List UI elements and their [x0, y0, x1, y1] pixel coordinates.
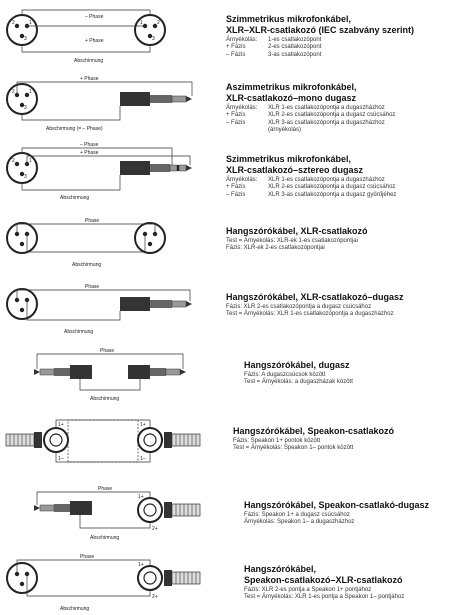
shield-label: Abschirmung — [72, 262, 102, 268]
entry-title: Hangszórókábel, dugasz — [244, 360, 350, 370]
svg-text:2: 2 — [12, 89, 15, 95]
pin-row: Árnyékolás: XLR 1-es csatlakozópontja a dugaszházhoz — [226, 177, 385, 183]
phase-label: Phase — [100, 348, 115, 354]
entry-title: Hangszórókábel, XLR-csatlakozó — [226, 226, 368, 236]
pin-row: – Fázis XLR 3-as csatlakozópontja a dugaszházhoz — [226, 119, 385, 126]
xlr-connector — [7, 153, 37, 183]
pin-label-plus: 1+ — [58, 422, 64, 428]
diagram-xlr-xlr — [0, 4, 220, 66]
entry-title: Hangszórókábel, — [244, 564, 317, 574]
diagram-speakon-plug — [0, 484, 220, 544]
entry-text-xlr-xlr — [226, 14, 474, 59]
phase-label-plus: + Phase — [80, 150, 99, 156]
xlr-connector-right — [135, 223, 165, 253]
shield-label: Abschirmung — [90, 535, 120, 541]
wiring-line: Fázis: XLR 2-es csatlakozópontja a dugasz csúcsához — [226, 304, 372, 310]
entry-text-xlr-stereo — [226, 154, 474, 199]
phase-label: Phase — [98, 486, 113, 492]
wiring-line: Test = Árnyékolás: XLR-ek 1-es csatlakozópontjai — [226, 238, 358, 244]
wiring-line: Fázis: A dugaszcsúcsok között — [244, 372, 326, 378]
xlr-connector-left — [7, 15, 37, 45]
entry-text-xlr-mono — [226, 82, 474, 135]
pin-row: + Fázis 2-es csatlakozópont — [226, 44, 322, 51]
pin-label-plus: 1+ — [138, 494, 144, 500]
mono-plug-icon — [120, 92, 192, 106]
mono-plug-icon-left — [34, 365, 92, 379]
pin-row: – Fázis XLR 3-as csatlakozópontja a dugasz gyűrűjéhez — [226, 191, 397, 198]
svg-text:3: 3 — [24, 174, 27, 180]
svg-text:3: 3 — [24, 105, 27, 111]
xlr-connector-left — [7, 223, 37, 253]
diagram-speakon-speakon — [0, 412, 220, 476]
diagram-speaker-xlr-xlr — [0, 212, 220, 272]
pin-label-plus: 2+ — [152, 526, 158, 532]
svg-text:1: 1 — [140, 20, 143, 26]
wiring-line: Árnyékolás: Speakon 1– a dugaszházhoz — [244, 519, 355, 526]
phase-label-plus: + Phase — [85, 38, 104, 44]
phase-label-minus: – Phase — [80, 142, 99, 148]
wiring-line: Fázis: Speakon 1+ pontok között — [233, 438, 321, 444]
wiring-line: Test = Árnyékolás: XLR 1-es csatlakozópontja a dugaszházhoz — [226, 311, 394, 318]
shield-label: Abschirmung (= – Phase) — [46, 126, 103, 132]
entry-title: Szimmetrikus mikrofonkábel, — [226, 154, 352, 164]
entry-title: Szimmetrikus mikrofonkábel, — [226, 14, 352, 24]
entry-title: Speakon-csatlakozó–XLR-csatlakozó — [244, 575, 403, 585]
entry-title: Hangszórókábel, Speakon-csatlakozó — [233, 426, 395, 436]
shield-label: Abschirmung — [64, 329, 94, 335]
xlr-connector — [7, 563, 37, 593]
phase-label: Phase — [85, 218, 100, 224]
svg-text:2: 2 — [12, 20, 15, 26]
pin-row: (árnyékolás) — [268, 127, 302, 134]
speakon-plug-icon-left — [6, 428, 68, 452]
phase-label-minus: – Phase — [85, 14, 104, 20]
entry-title: XLR-csatlakozó–sztereo dugasz — [226, 165, 364, 175]
xlr-connector-right — [135, 15, 165, 45]
svg-text:1: 1 — [29, 158, 32, 164]
shield-label: Abschirmung — [90, 396, 120, 402]
xlr-connector — [7, 289, 37, 319]
svg-text:1: 1 — [29, 89, 32, 95]
shield-label: Abschirmung — [60, 195, 90, 201]
diagram-speaker-plug-plug — [0, 346, 220, 406]
wiring-line: Fázis: Speakon 1+ a dugasz csúcsához — [244, 512, 350, 518]
wiring-line: Fázis: XLR-ek 2-es csatlakozópontjai — [226, 245, 325, 252]
speakon-plug-icon — [138, 566, 200, 590]
pin-row: – Fázis 3-as csatlakozópont — [226, 51, 322, 58]
wiring-line: Fázis: XLR 2-es pontja a Speakon 1+ pontjához — [244, 587, 372, 593]
pin-row: + Fázis XLR 2-es csatlakozópontja a dugasz csúcsához — [226, 112, 396, 119]
phase-label: Phase — [80, 554, 95, 560]
diagram-xlr-stereo — [0, 142, 220, 202]
entry-title: Hangszórókábel, Speakon-csatlakó-dugasz — [244, 500, 430, 510]
svg-text:1: 1 — [29, 20, 32, 26]
svg-text:3: 3 — [24, 36, 27, 42]
entry-text-speaker-xlr-xlr — [226, 226, 474, 253]
speakon-plug-icon — [138, 498, 200, 522]
phase-label: Phase — [85, 284, 100, 290]
pin-label-minus: 1– — [58, 456, 64, 462]
entry-text-speakon-plug — [244, 500, 474, 527]
entry-text-speaker-xlr-plug — [226, 292, 474, 319]
diagram-speaker-xlr-plug — [0, 278, 220, 338]
diagram-speakon-xlr — [0, 552, 220, 614]
svg-text:2: 2 — [12, 158, 15, 164]
wiring-line: Test = Árnyékolás: Speakon 1– pontok között — [233, 445, 354, 452]
mono-plug-icon — [120, 297, 192, 311]
svg-text:3: 3 — [152, 36, 155, 42]
shield-label: Abschirmung — [74, 58, 104, 64]
entry-title: Hangszórókábel, XLR-csatlakozó–dugasz — [226, 292, 404, 302]
wiring-line: Test = Árnyékolás: XLR 1-es pontja a Speakon 1– pontjához — [244, 594, 405, 601]
entry-title: Aszimmetrikus mikrofonkábel, — [226, 82, 357, 92]
stereo-plug-icon — [120, 161, 192, 175]
xlr-connector — [7, 84, 37, 114]
entry-text-speakon-xlr — [244, 564, 474, 602]
pin-label-plus: 1+ — [140, 422, 146, 428]
pin-row: Árnyékolás: XLR 1-es csatlakozópontja a dugaszházhoz — [226, 105, 385, 111]
pin-label-plus: 1+ — [138, 562, 144, 568]
mono-plug-icon-right — [128, 365, 186, 379]
entry-title: XLR-csatlakozó–mono dugasz — [226, 93, 357, 103]
wire-lines — [56, 420, 150, 462]
entry-text-speaker-plug-plug — [244, 360, 474, 387]
shield-label: Abschirmung — [60, 606, 90, 612]
mono-plug-icon — [34, 501, 92, 515]
speakon-plug-icon-right — [138, 428, 200, 452]
pin-label-plus: 2+ — [152, 594, 158, 600]
pin-row: + Fázis XLR 2-es csatlakozópontja a dugasz csúcsához — [226, 184, 396, 191]
entry-text-speakon-speakon — [233, 426, 474, 453]
entry-title: XLR–XLR-csatlakozó (IEC szabvány szerint) — [226, 25, 415, 35]
pin-row: Árnyékolás: 1-es csatlakozópont — [226, 37, 322, 43]
diagram-xlr-mono — [0, 74, 220, 134]
phase-label-plus: + Phase — [80, 76, 99, 82]
pin-label-minus: 1– — [140, 456, 146, 462]
wiring-line: Test = Árnyékolás: a dugaszházak között — [244, 379, 353, 386]
svg-text:2: 2 — [157, 20, 160, 26]
